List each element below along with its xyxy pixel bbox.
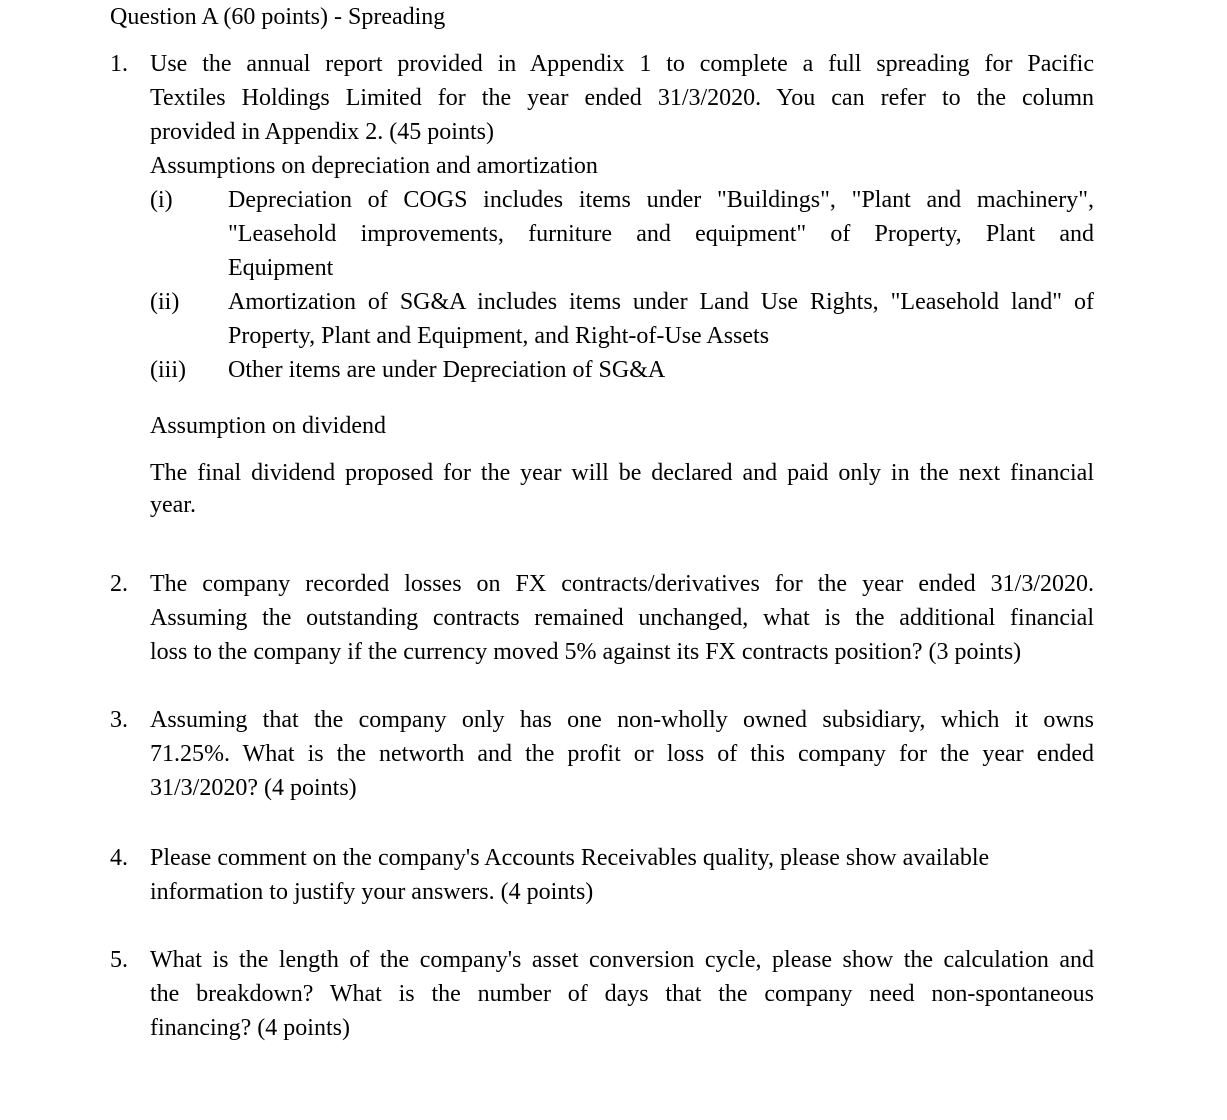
question-3-line: 71.25%. What is the networth and the profit or loss of this company for the year ended bbox=[150, 741, 1094, 767]
question-5-line: financing? (4 points) bbox=[150, 1015, 350, 1041]
section-heading: Question A (60 points) - Spreading bbox=[110, 4, 446, 30]
assumption-line: Amortization of SG&A includes items under Land Use Rights, "Leasehold land" of bbox=[228, 289, 1094, 315]
question-5-line: the breakdown? What is the number of days that the company need non-spontaneous bbox=[150, 981, 1094, 1007]
dividend-text bbox=[150, 457, 1094, 521]
assumption-line: Depreciation of COGS includes items under "Buildings", "Plant and machinery", bbox=[228, 187, 1094, 213]
assumptions-title: Assumptions on depreciation and amortization bbox=[150, 153, 598, 179]
question-1-text bbox=[150, 47, 1094, 183]
question-3-number: 3. bbox=[110, 707, 128, 733]
question-1-number: 1. bbox=[110, 51, 128, 77]
question-2-line: loss to the company if the currency moved 5% against its FX contracts position? (3 points) bbox=[150, 639, 1022, 665]
question-4-number: 4. bbox=[110, 845, 128, 871]
assumption-line: Equipment bbox=[228, 255, 334, 281]
assumption-item-text bbox=[228, 285, 1094, 353]
question-5-line: What is the length of the company's asset conversion cycle, please show the calculation and bbox=[150, 947, 1094, 973]
assumption-line: Other items are under Depreciation of SG&A bbox=[228, 357, 666, 383]
question-2-number: 2. bbox=[110, 571, 128, 597]
dividend-title: Assumption on dividend bbox=[150, 413, 387, 439]
question-2-text bbox=[150, 567, 1094, 669]
question-5-text bbox=[150, 943, 1094, 1045]
assumption-item-label: (ii) bbox=[150, 289, 180, 315]
question-4-line: Please comment on the company's Accounts Receivables quality, please show available bbox=[150, 845, 990, 871]
assumption-item-label: (i) bbox=[150, 187, 173, 213]
question-2-line: The company recorded losses on FX contracts/derivatives for the year ended 31/3/2020. bbox=[150, 571, 1094, 597]
assumption-item-text bbox=[228, 183, 1094, 285]
question-4-line: information to justify your answers. (4 points) bbox=[150, 879, 594, 905]
question-2-line: Assuming the outstanding contracts remained unchanged, what is the additional financial bbox=[150, 605, 1094, 631]
assumption-line: Property, Plant and Equipment, and Right-of-Use Assets bbox=[228, 323, 770, 349]
question-1-line: Use the annual report provided in Appendix 1 to complete a full spreading for Pacific bbox=[150, 51, 1094, 77]
assumption-item-text bbox=[228, 353, 1094, 387]
dividend-line: year. bbox=[150, 492, 196, 518]
question-3-line: 31/3/2020? (4 points) bbox=[150, 775, 357, 801]
question-3-text bbox=[150, 703, 1094, 805]
assumption-line: "Leasehold improvements, furniture and equipment" of Property, Plant and bbox=[228, 221, 1094, 247]
question-1-line: provided in Appendix 2. (45 points) bbox=[150, 119, 494, 145]
assumption-item-label: (iii) bbox=[150, 357, 186, 383]
question-5-number: 5. bbox=[110, 947, 128, 973]
question-4-text bbox=[150, 841, 1094, 909]
question-1-line: Textiles Holdings Limited for the year ended 31/3/2020. You can refer to the column bbox=[150, 85, 1094, 111]
dividend-line: The final dividend proposed for the year will be declared and paid only in the next financial bbox=[150, 460, 1094, 486]
question-3-line: Assuming that the company only has one non-wholly owned subsidiary, which it owns bbox=[150, 707, 1094, 733]
